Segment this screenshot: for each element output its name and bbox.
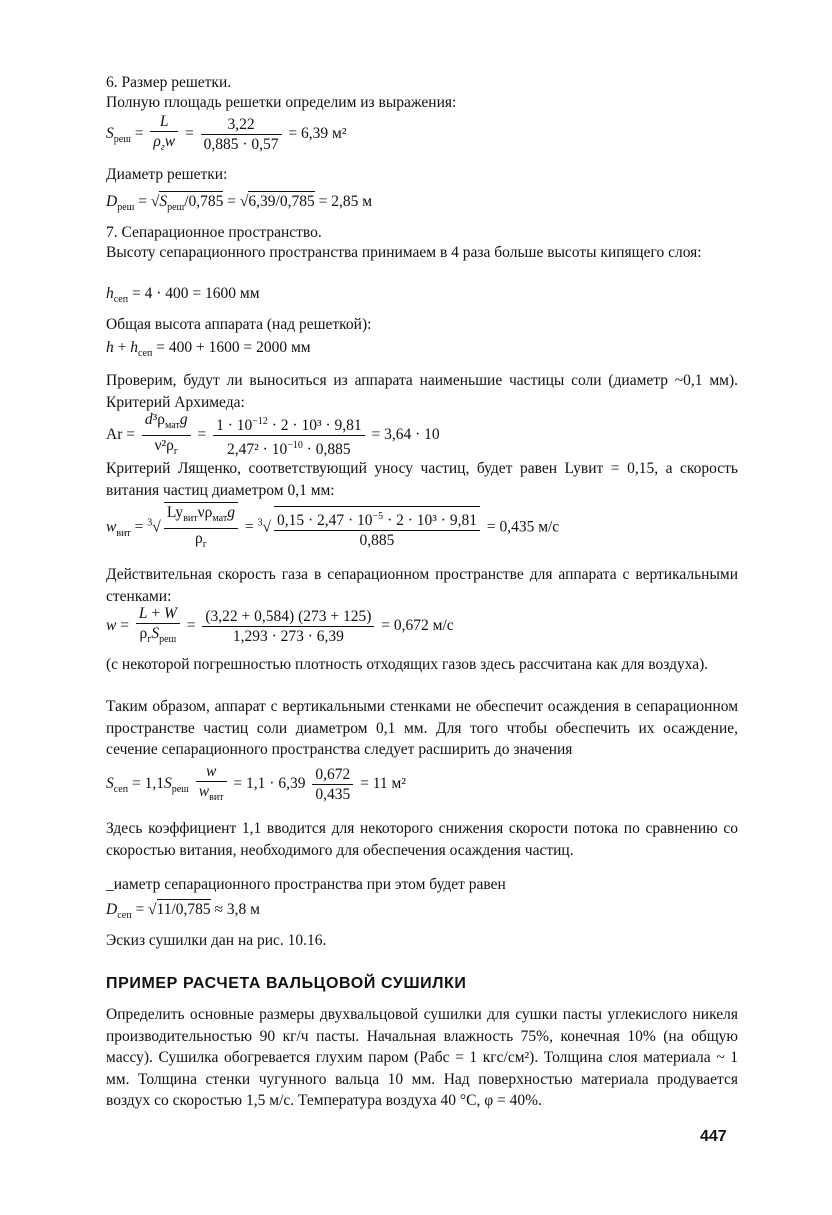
section-7-title: 7. Сепарационное пространство. bbox=[106, 224, 322, 241]
separation-area-formula: $S_{сеп} = 1,1S_{реш}$ $\frac{w}{w_{вит}}$ = 1,1 · 6,39 $\frac{0,672}{0,435}$ = 11 м² bbox=[106, 763, 406, 804]
coefficient-text: Здесь коэффициент 1,1 вводится для некоторого снижения скорости потока по сравнению со скоростью витания, необходимого для обеспечения осаждения частиц. bbox=[106, 820, 738, 859]
section-heading: ПРИМЕР РАСЧЕТА ВАЛЬЦОВОЙ СУШИЛКИ bbox=[106, 975, 467, 992]
sketch-reference: Эскиз сушилки дан на рис. 10.16. bbox=[106, 932, 327, 949]
total-height-label: Общая высота аппарата (над решеткой): bbox=[106, 316, 372, 333]
separation-diameter-text: _иаметр сепарационного пространства при этом будет равен bbox=[106, 876, 506, 893]
task-text: Определить основные размеры двухвальцовой сушилки для сушки пасты углекислого никеля производительностью 90 кг/ч пасты. Начальная влажность 75%, конечная 10% (на общую массу). Сушилка обогревается глухим паром (Pабс = 1 кгс/см²). Толщина слоя материала ~ 1 мм. Толщина стенки чугунного вальца 10 мм. Над поверхностью материала продувается воздух со скоростью 1,5 м/с. Температура воздуха 40 °С, φ = 40%. bbox=[106, 1006, 738, 1109]
total-height-formula: $h + h_{сеп} = 400 + 1600 = 2000$ мм bbox=[106, 339, 311, 360]
section-6-intro: Полную площадь решетки определим из выражения: bbox=[106, 94, 457, 111]
settling-velocity-formula: $w_{вит} = ^3√$ $\frac{Ly_{вит}\nu\rho_{мат}g}{\rho_г}$ = $^3$√ $\frac{0,15 \cdot 2,47 \cdot 10^{-5} \cdot 2 \cdot 10^3 \cdot 9,81}{0,885}$ = 0,435 м/с bbox=[106, 504, 560, 551]
check-text: Проверим, будут ли выноситься из аппарата наименьшие частицы соли (диаметр ~0,1 мм). Критерий Архимеда: bbox=[106, 372, 738, 411]
grid-diameter-label: Диаметр решетки: bbox=[106, 166, 228, 183]
archimedes-formula: Ar = $\frac{d^3\rho_{мат}g}{\nu^2\rho_г}$ = $\frac{1 \cdot 10^{-12} \cdot 2 \cdot 10^3 \cdot 9,81}{2,47^2 \cdot 10^{-10} \cdot 0,885}$ = 3,64 · 10 bbox=[106, 411, 440, 459]
separation-diameter-formula: $D_{сеп} = √11/0,785 \approx 3,8$ м bbox=[106, 901, 260, 922]
section-6-title: 6. Размер решетки. bbox=[106, 74, 232, 91]
conclusion-text: Таким образом, аппарат с вертикальными стенками не обеспечит осаждения в сепарационном пространстве частиц соли диаметром 0,1 мм. Для того чтобы обеспечить их осаждение, сечение сепарационного пространства следует расширить до значения bbox=[106, 698, 738, 758]
density-note: (с некоторой погрешностью плотность отходящих газов здесь рассчитана как для воздуха). bbox=[106, 656, 709, 673]
actual-speed-text: Действительная скорость газа в сепарационном пространстве для аппарата с вертикальными стенками: bbox=[106, 566, 738, 605]
lyashchenko-text: Критерий Лященко, соответствующий уносу частиц, будет равен Lyвит = 0,15, а скорость витания частиц диаметром 0,1 мм: bbox=[106, 460, 738, 499]
grid-area-formula: $S_{реш}$ = $\frac{L}{\rho_гw}$ = $\frac{3,22}{0,885 \cdot 0,57}$ = 6,39 м² bbox=[106, 113, 347, 154]
page-number: 447 bbox=[700, 1128, 727, 1145]
gas-speed-formula: w = $\frac{L + W}{\rho_гS_{реш}}$ = $\frac{(3,22 + 0,584) (273 + 125)}{1,293 \cdot 273 \cdot 6,39}$ = 0,672 м/с bbox=[106, 605, 454, 646]
separation-height-formula: $h_{сеп} = 4 \cdot 400 = 1600$ мм bbox=[106, 285, 260, 306]
grid-diameter-formula: $D_{реш} = √S_{реш}/0,785 = √6,39/0,785 = 2,85$ м bbox=[106, 193, 373, 214]
separation-height-text: Высоту сепарационного пространства принимаем в 4 раза больше высоты кипящего слоя: bbox=[106, 244, 702, 261]
